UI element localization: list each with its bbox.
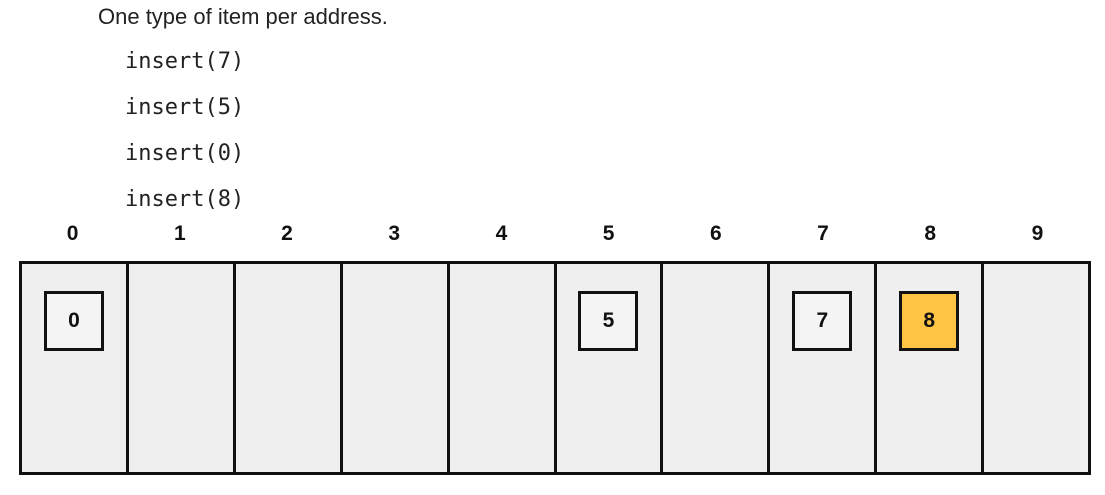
address-index-1: 1 [173,222,186,245]
slide-heading: One type of item per address. [98,4,388,29]
hash-slot-8 [877,264,984,472]
hash-slot-2 [236,264,343,472]
hash-slot-1 [129,264,236,472]
address-index-2: 2 [281,222,293,245]
hash-slot-7 [770,264,877,472]
insert-operation: insert(0) [125,141,245,166]
stored-item-7: 7 [792,291,852,351]
address-index-8: 8 [924,222,937,245]
address-index-7: 7 [817,222,829,245]
stored-item-8: 8 [899,291,959,351]
hash-slot-5 [557,264,664,472]
hash-table [19,261,1091,475]
hash-slot-6 [663,264,770,472]
hash-slot-4 [450,264,557,472]
address-index-4: 4 [495,222,508,245]
address-index-0: 0 [66,222,79,245]
stored-item-5: 5 [578,291,638,351]
insert-operation: insert(8) [125,187,245,212]
address-index-5: 5 [602,222,615,245]
hash-slot-0 [22,264,129,472]
address-index-row [19,222,1091,248]
address-index-9: 9 [1031,222,1044,245]
stored-item-0: 0 [44,291,104,351]
hash-slot-9 [984,264,1088,472]
insert-operation: insert(7) [125,49,245,74]
hash-slot-3 [343,264,450,472]
insert-operations-list [125,48,244,232]
address-index-6: 6 [709,222,722,245]
insert-operation: insert(5) [125,95,245,120]
address-index-3: 3 [388,222,401,245]
